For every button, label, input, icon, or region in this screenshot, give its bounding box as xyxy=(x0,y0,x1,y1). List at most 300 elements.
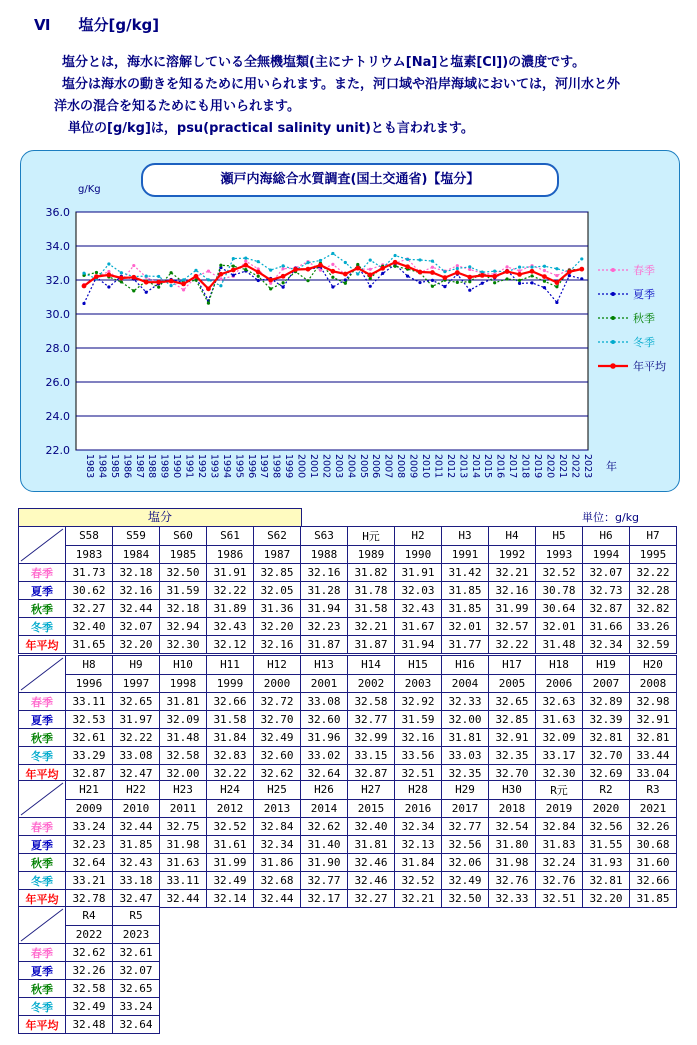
data-point-autumn xyxy=(369,277,372,280)
table-cell: 32.14 xyxy=(207,890,254,908)
year-header: 2004 xyxy=(442,674,489,693)
x-tick-label: 2000 xyxy=(295,454,307,479)
table-cell: 32.16 xyxy=(395,729,442,747)
table-cell: 32.87 xyxy=(348,765,395,783)
data-point-autumn xyxy=(331,276,334,279)
year-header: 1997 xyxy=(113,674,160,693)
table-cell: 31.99 xyxy=(489,600,536,618)
year-header: 2012 xyxy=(207,799,254,818)
table-cell: 33.15 xyxy=(348,747,395,765)
data-point-spring xyxy=(219,277,222,280)
table-row xyxy=(19,618,677,636)
table-cell: 32.92 xyxy=(395,693,442,711)
table-cell: 32.40 xyxy=(66,618,113,636)
year-header: 1986 xyxy=(207,545,254,564)
era-header: H10 xyxy=(160,656,207,675)
table-cell: 32.62 xyxy=(254,765,301,783)
table-cell: 32.16 xyxy=(489,582,536,600)
row-label-annual: 年平均 xyxy=(19,890,66,908)
x-tick-label: 2003 xyxy=(332,454,344,479)
table-cell: 32.66 xyxy=(207,693,254,711)
year-header: 2001 xyxy=(301,674,348,693)
table-cell: 32.77 xyxy=(442,818,489,836)
year-header: 1985 xyxy=(160,545,207,564)
table-corner xyxy=(19,656,66,693)
data-point-annual xyxy=(492,274,497,279)
year-header: 2005 xyxy=(489,674,536,693)
table-cell: 32.22 xyxy=(489,636,536,654)
table-cell: 32.81 xyxy=(583,729,630,747)
year-header: 2017 xyxy=(442,799,489,818)
table-cell: 31.66 xyxy=(583,618,630,636)
year-header: 2020 xyxy=(583,799,630,818)
data-point-autumn xyxy=(219,264,222,267)
table-cell: 32.69 xyxy=(583,765,630,783)
table-cell: 32.91 xyxy=(630,711,677,729)
table-cell: 32.61 xyxy=(113,944,160,962)
table-row xyxy=(19,836,677,854)
data-point-spring xyxy=(244,260,247,263)
table-cell: 32.20 xyxy=(583,890,630,908)
table-cell: 32.65 xyxy=(113,980,160,998)
data-point-summer xyxy=(418,281,421,284)
intro-line-2: 塩分は海水の動きを知るために用いられます。また，河口域や沿岸海域においては，河川水と外 xyxy=(62,77,620,92)
table-cell: 32.09 xyxy=(536,729,583,747)
table-row xyxy=(19,980,160,998)
table-cell: 31.85 xyxy=(442,582,489,600)
data-point-autumn xyxy=(194,279,197,282)
table-cell: 32.26 xyxy=(66,962,113,980)
data-point-winter xyxy=(331,252,334,255)
table-caption: 塩分 xyxy=(18,508,302,527)
table-cell: 32.49 xyxy=(442,872,489,890)
data-point-annual xyxy=(82,284,87,289)
table-cell: 32.23 xyxy=(66,836,113,854)
table-cell: 33.11 xyxy=(66,693,113,711)
table-cell: 32.30 xyxy=(160,636,207,654)
year-header: 1998 xyxy=(160,674,207,693)
year-header: 2022 xyxy=(66,925,113,944)
table-cell: 32.22 xyxy=(113,729,160,747)
table-cell: 32.76 xyxy=(536,872,583,890)
table-cell: 32.70 xyxy=(583,747,630,765)
year-header: 2008 xyxy=(630,674,677,693)
table-cell: 32.21 xyxy=(489,564,536,582)
x-tick-label: 2007 xyxy=(382,454,394,479)
data-point-autumn xyxy=(232,264,235,267)
table-cell: 32.27 xyxy=(66,600,113,618)
table-cell: 32.07 xyxy=(113,618,160,636)
table-cell: 31.84 xyxy=(395,854,442,872)
data-point-summer xyxy=(369,285,372,288)
table-cell: 32.35 xyxy=(489,747,536,765)
table-row xyxy=(19,564,677,582)
table-cell: 32.60 xyxy=(254,747,301,765)
year-header: 2015 xyxy=(348,799,395,818)
table-cell: 33.03 xyxy=(442,747,489,765)
table-cell: 31.42 xyxy=(442,564,489,582)
year-header: 1991 xyxy=(442,545,489,564)
data-point-winter xyxy=(406,258,409,261)
table-cell: 32.12 xyxy=(207,636,254,654)
legend-label-spring: 春季 xyxy=(633,264,655,277)
data-point-summer xyxy=(518,282,521,285)
table-cell: 31.98 xyxy=(489,854,536,872)
row-label-autumn: 秋季 xyxy=(19,980,66,998)
era-header: H8 xyxy=(66,656,113,675)
intro-line-1: 塩分とは，海水に溶解している全無機塩類(主にナトリウム[Na]と塩素[Cl])の濃度です。 xyxy=(62,55,586,70)
data-point-winter xyxy=(518,265,521,268)
era-header: H21 xyxy=(66,781,113,800)
year-header: 1987 xyxy=(254,545,301,564)
data-point-winter xyxy=(244,256,247,259)
data-point-winter xyxy=(431,260,434,263)
year-header: 2010 xyxy=(113,799,160,818)
data-point-winter xyxy=(170,284,173,287)
era-header: H26 xyxy=(301,781,348,800)
data-point-winter xyxy=(269,269,272,272)
data-point-summer xyxy=(406,274,409,277)
data-point-annual xyxy=(442,275,447,280)
table-cell: 32.99 xyxy=(348,729,395,747)
data-point-spring xyxy=(456,264,459,267)
row-label-winter: 冬季 xyxy=(19,998,66,1016)
x-tick-label: 1995 xyxy=(233,454,245,479)
data-point-summer xyxy=(145,291,148,294)
intro-line-4: 単位の[g/kg]は，psu(practical salinity unit)とも言われます。 xyxy=(68,121,474,136)
data-point-winter xyxy=(182,278,185,281)
data-point-spring xyxy=(518,269,521,272)
table-cell: 31.73 xyxy=(66,564,113,582)
table-cell: 32.85 xyxy=(489,711,536,729)
data-point-spring xyxy=(132,264,135,267)
table-cell: 31.83 xyxy=(536,836,583,854)
table-cell: 32.61 xyxy=(66,729,113,747)
x-tick-label: 2010 xyxy=(420,454,431,479)
table-cell: 31.85 xyxy=(442,600,489,618)
table-block xyxy=(18,655,677,783)
era-header: H9 xyxy=(113,656,160,675)
data-point-annual xyxy=(119,276,124,281)
data-point-winter xyxy=(456,267,459,270)
x-tick-label: 1994 xyxy=(220,454,232,479)
table-cell: 32.94 xyxy=(160,618,207,636)
table-cell: 32.70 xyxy=(254,711,301,729)
data-point-annual xyxy=(368,273,373,278)
table-cell: 32.13 xyxy=(395,836,442,854)
table-cell: 31.59 xyxy=(160,582,207,600)
data-point-annual xyxy=(330,269,335,274)
table-cell: 32.52 xyxy=(395,872,442,890)
x-tick-label: 2004 xyxy=(345,454,357,479)
era-header: S58 xyxy=(66,527,113,546)
y-tick-label: 32.0 xyxy=(45,274,70,287)
table-cell: 32.21 xyxy=(348,618,395,636)
table-cell: 31.89 xyxy=(207,600,254,618)
table-cell: 31.77 xyxy=(442,636,489,654)
x-tick-label: 2002 xyxy=(320,454,332,479)
data-point-autumn xyxy=(207,302,210,305)
unit-label: 単位：g/kg xyxy=(582,511,640,524)
data-point-summer xyxy=(107,285,110,288)
section-title: 塩分[g/kg] xyxy=(78,16,160,34)
era-header: H5 xyxy=(536,527,583,546)
table-cell: 31.91 xyxy=(395,564,442,582)
table-cell: 32.65 xyxy=(113,693,160,711)
x-tick-label: 1992 xyxy=(196,454,207,479)
table-cell: 32.89 xyxy=(583,693,630,711)
era-header: H17 xyxy=(489,656,536,675)
table-cell: 32.57 xyxy=(489,618,536,636)
data-point-annual xyxy=(268,278,273,283)
legend-label-winter: 冬季 xyxy=(633,336,655,349)
table-cell: 33.56 xyxy=(395,747,442,765)
table-cell: 32.33 xyxy=(489,890,536,908)
table-cell: 32.58 xyxy=(160,747,207,765)
data-point-autumn xyxy=(257,275,260,278)
data-point-summer xyxy=(257,279,260,282)
year-header: 1995 xyxy=(630,545,677,564)
table-cell: 32.34 xyxy=(395,818,442,836)
year-header: 2013 xyxy=(254,799,301,818)
table-cell: 31.97 xyxy=(113,711,160,729)
data-point-autumn xyxy=(431,285,434,288)
table-cell: 32.54 xyxy=(489,818,536,836)
table-cell: 33.04 xyxy=(630,765,677,783)
table-cell: 32.23 xyxy=(301,618,348,636)
table-cell: 33.08 xyxy=(113,747,160,765)
data-point-spring xyxy=(555,274,558,277)
table-cell: 32.64 xyxy=(66,854,113,872)
intro-line-3: 洋水の混合を知るためにも用いられます。 xyxy=(54,99,300,114)
row-label-annual: 年平均 xyxy=(19,765,66,783)
data-point-winter xyxy=(344,261,347,264)
era-header: H30 xyxy=(489,781,536,800)
x-tick-label: 2013 xyxy=(457,454,469,479)
table-cell: 32.44 xyxy=(254,890,301,908)
y-tick-label: 30.0 xyxy=(45,308,70,321)
x-tick-label: 2005 xyxy=(357,454,369,479)
year-header: 2007 xyxy=(583,674,630,693)
data-point-winter xyxy=(418,258,421,261)
table-cell: 32.28 xyxy=(630,582,677,600)
table-cell: 32.22 xyxy=(207,582,254,600)
data-point-autumn xyxy=(95,271,98,274)
data-point-autumn xyxy=(132,289,135,292)
data-point-annual xyxy=(94,274,99,279)
table-cell: 32.06 xyxy=(442,854,489,872)
table-cell: 31.48 xyxy=(160,729,207,747)
table-row xyxy=(19,998,160,1016)
table-cell: 32.76 xyxy=(489,872,536,890)
era-header: R5 xyxy=(113,907,160,926)
legend-marker-summer xyxy=(611,292,615,296)
y-tick-label: 24.0 xyxy=(45,410,70,423)
data-point-annual xyxy=(517,272,522,277)
era-header: H13 xyxy=(301,656,348,675)
data-point-summer xyxy=(530,281,533,284)
table-cell: 32.35 xyxy=(442,765,489,783)
table-cell: 31.91 xyxy=(207,564,254,582)
table-cell: 31.65 xyxy=(66,636,113,654)
data-point-annual xyxy=(405,264,410,269)
data-point-winter xyxy=(468,265,471,268)
table-cell: 30.68 xyxy=(630,836,677,854)
table-cell: 33.02 xyxy=(301,747,348,765)
table-row xyxy=(19,890,677,908)
year-header: 2018 xyxy=(489,799,536,818)
data-point-summer xyxy=(443,285,446,288)
table-cell: 30.62 xyxy=(66,582,113,600)
table-cell: 32.01 xyxy=(442,618,489,636)
data-point-annual xyxy=(430,270,435,275)
era-header: H11 xyxy=(207,656,254,675)
x-tick-label: 1997 xyxy=(258,454,270,479)
era-header: H22 xyxy=(113,781,160,800)
data-point-annual xyxy=(480,273,485,278)
table-cell: 32.58 xyxy=(348,693,395,711)
data-point-summer xyxy=(555,301,558,304)
table-cell: 31.63 xyxy=(536,711,583,729)
x-tick-label: 2009 xyxy=(407,454,419,479)
table-cell: 32.16 xyxy=(113,582,160,600)
table-cell: 31.94 xyxy=(301,600,348,618)
table-cell: 32.62 xyxy=(66,944,113,962)
table-cell: 31.87 xyxy=(348,636,395,654)
data-point-winter xyxy=(257,260,260,263)
x-tick-label: 1998 xyxy=(270,454,282,479)
legend-label-autumn: 秋季 xyxy=(633,312,655,325)
row-label-spring: 春季 xyxy=(19,818,66,836)
table-cell: 32.01 xyxy=(536,618,583,636)
table-cell: 31.82 xyxy=(348,564,395,582)
year-header: 2019 xyxy=(536,799,583,818)
table-cell: 32.33 xyxy=(442,693,489,711)
legend-label-annual: 年平均 xyxy=(633,360,666,373)
data-point-annual xyxy=(467,275,472,280)
x-tick-label: 1986 xyxy=(121,454,133,479)
table-cell: 31.86 xyxy=(254,854,301,872)
table-cell: 32.48 xyxy=(66,1016,113,1034)
table-cell: 31.58 xyxy=(207,711,254,729)
table-cell: 33.26 xyxy=(630,618,677,636)
table-cell: 31.85 xyxy=(113,836,160,854)
era-header: H元 xyxy=(348,527,395,546)
table-cell: 30.64 xyxy=(536,600,583,618)
data-point-annual xyxy=(243,263,248,268)
era-header: R2 xyxy=(583,781,630,800)
table-cell: 31.98 xyxy=(160,836,207,854)
table-cell: 31.78 xyxy=(348,582,395,600)
year-header: 1984 xyxy=(113,545,160,564)
era-header: H3 xyxy=(442,527,489,546)
data-point-spring xyxy=(431,266,434,269)
year-header: 2003 xyxy=(395,674,442,693)
x-tick-label: 2011 xyxy=(432,454,444,479)
table-cell: 31.48 xyxy=(536,636,583,654)
data-point-autumn xyxy=(344,282,347,285)
x-tick-label: 1999 xyxy=(283,454,295,479)
row-label-autumn: 秋季 xyxy=(19,729,66,747)
era-header: H14 xyxy=(348,656,395,675)
year-header: 2002 xyxy=(348,674,395,693)
table-cell: 32.52 xyxy=(536,564,583,582)
data-point-autumn xyxy=(157,286,160,289)
table-cell: 32.16 xyxy=(301,564,348,582)
data-point-winter xyxy=(145,274,148,277)
table-cell: 31.99 xyxy=(207,854,254,872)
table-cell: 32.44 xyxy=(113,600,160,618)
table-cell: 32.64 xyxy=(301,765,348,783)
era-header: H12 xyxy=(254,656,301,675)
data-point-annual xyxy=(194,274,199,279)
table-cell: 32.46 xyxy=(348,854,395,872)
data-point-summer xyxy=(431,279,434,282)
row-label-summer: 夏季 xyxy=(19,582,66,600)
table-cell: 32.03 xyxy=(395,582,442,600)
year-header: 1983 xyxy=(66,545,113,564)
table-row xyxy=(19,582,677,600)
y-tick-label: 26.0 xyxy=(45,376,70,389)
data-point-winter xyxy=(543,265,546,268)
table-cell: 33.24 xyxy=(113,998,160,1016)
era-header: S59 xyxy=(113,527,160,546)
table-row xyxy=(19,1016,160,1034)
year-header: 2014 xyxy=(301,799,348,818)
table-cell: 32.34 xyxy=(254,836,301,854)
year-header: 1992 xyxy=(489,545,536,564)
data-point-autumn xyxy=(120,280,123,283)
data-point-summer xyxy=(481,282,484,285)
data-point-annual xyxy=(579,267,584,272)
data-point-autumn xyxy=(170,271,173,274)
era-header: H7 xyxy=(630,527,677,546)
table-cell: 32.05 xyxy=(254,582,301,600)
table-cell: 32.82 xyxy=(630,600,677,618)
table-cell: 32.21 xyxy=(395,890,442,908)
table-cell: 32.27 xyxy=(348,890,395,908)
year-header: 1999 xyxy=(207,674,254,693)
data-point-summer xyxy=(468,289,471,292)
table-corner xyxy=(19,781,66,818)
y-tick-label: 36.0 xyxy=(45,206,70,219)
data-point-summer xyxy=(232,274,235,277)
era-header: H27 xyxy=(348,781,395,800)
data-point-autumn xyxy=(543,280,546,283)
x-tick-label: 1996 xyxy=(245,454,257,479)
x-tick-label: 2014 xyxy=(469,454,481,479)
data-point-annual xyxy=(281,274,286,279)
table-cell: 32.64 xyxy=(113,1016,160,1034)
table-cell: 33.21 xyxy=(66,872,113,890)
legend-marker-spring xyxy=(611,268,615,272)
table-cell: 32.09 xyxy=(160,711,207,729)
era-header: S60 xyxy=(160,527,207,546)
table-cell: 32.83 xyxy=(207,747,254,765)
era-header: R3 xyxy=(630,781,677,800)
table-row xyxy=(19,854,677,872)
table-cell: 32.59 xyxy=(630,636,677,654)
table-cell: 32.68 xyxy=(254,872,301,890)
data-point-winter xyxy=(443,270,446,273)
data-point-autumn xyxy=(555,285,558,288)
x-tick-label: 1989 xyxy=(158,454,170,479)
data-point-annual xyxy=(218,272,223,277)
table-cell: 32.43 xyxy=(113,854,160,872)
data-point-annual xyxy=(156,280,161,285)
table-cell: 31.58 xyxy=(348,600,395,618)
x-tick-label: 2023 xyxy=(581,454,593,479)
